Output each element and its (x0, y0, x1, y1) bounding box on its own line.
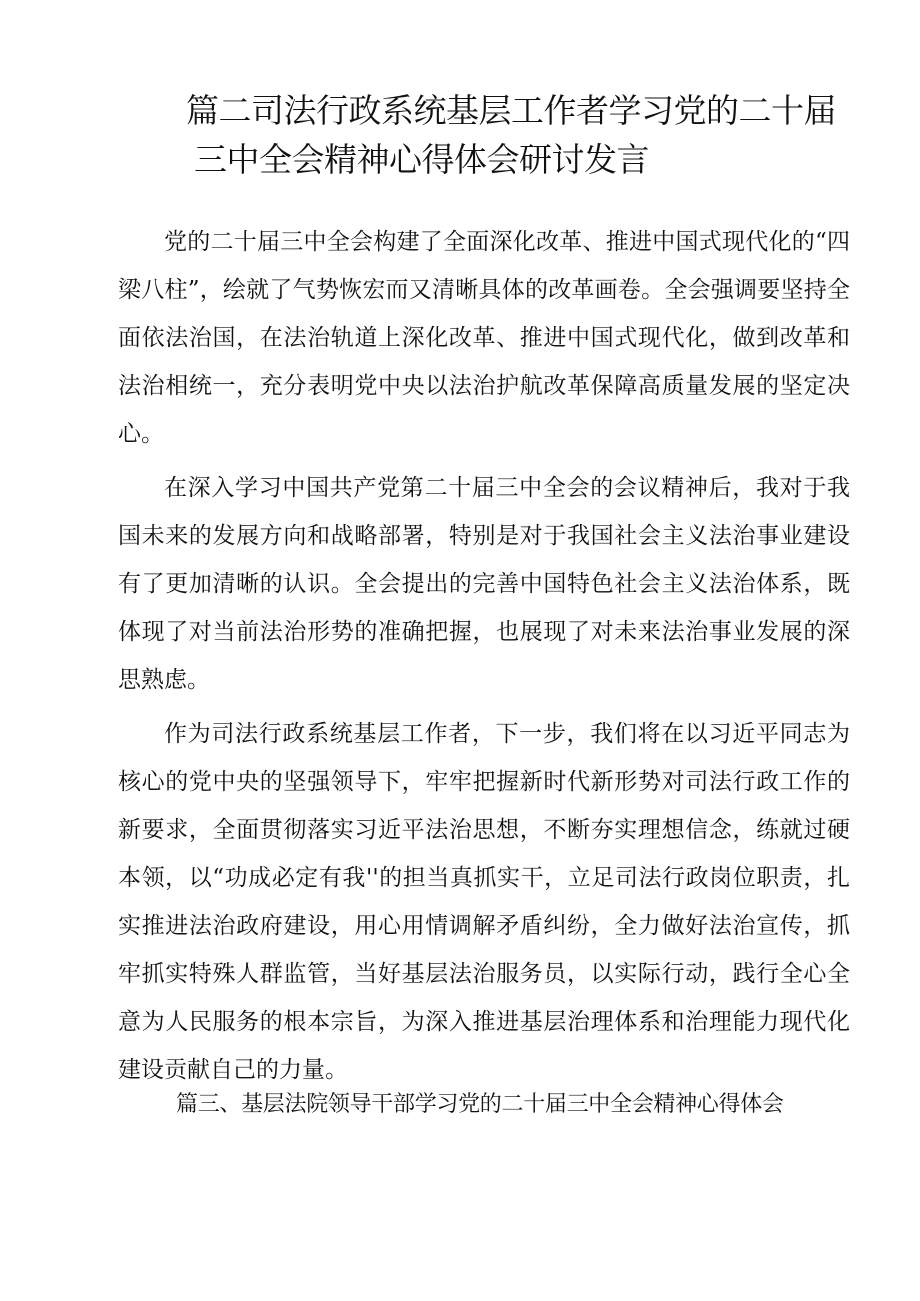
paragraph-2: 在深入学习中国共产党第二十届三中全会的会议精神后，我对于我国未来的发展方向和战略部署，特别是对于我国社会主义法治事业建设有了更加清晰的认识。全会提出的完善中国特色社会主义法治体系，既体现了对当前法治形势的准确把握，也展现了对未来法治事业发展的深思熟虑。 (118, 475, 850, 693)
document-title (186, 86, 866, 184)
paragraph-3: 作为司法行政系统基层工作者，下一步，我们将在以习近平同志为核心的党中央的坚强领导下，牢牢把握新时代新形势对司法行政工作的新要求，全面贯彻落实习近平法治思想，不断夯实理想信念，练就过硬本领，以“功成必定有我''的担当真抓实干，立足司法行政岗位职责，扎实推进法治政府建设，用心用情调解矛盾纠纷，全力做好法治宣传，抓牢抓实特殊人群监管，当好基层法治服务员，以实际行动，践行全心全意为人民服务的根本宗旨，为深入推进基层治理体系和治理能力现代化建设贡献自己的力量。 (118, 721, 850, 1083)
next-section-heading: 篇三、基层法院领导干部学习党的二十届三中全会精神心得体会 (176, 1092, 784, 1117)
paragraph-1: 党的二十届三中全会构建了全面深化改革、推进中国式现代化的“四梁八柱”，绘就了气势恢宏而又清晰具体的改革画卷。全会强调要坚持全面依法治国，在法治轨道上深化改革、推进中国式现代化，做到改革和法治相统一，充分表明党中央以法治护航改革保障高质量发展的坚定决心。 (118, 229, 850, 447)
body-text (118, 218, 850, 1094)
title-line-2: 三中全会精神心得体会研讨发言 (194, 140, 649, 179)
title-line-1: 篇二司法行政系统基层工作者学习党的二十届 (186, 91, 836, 130)
